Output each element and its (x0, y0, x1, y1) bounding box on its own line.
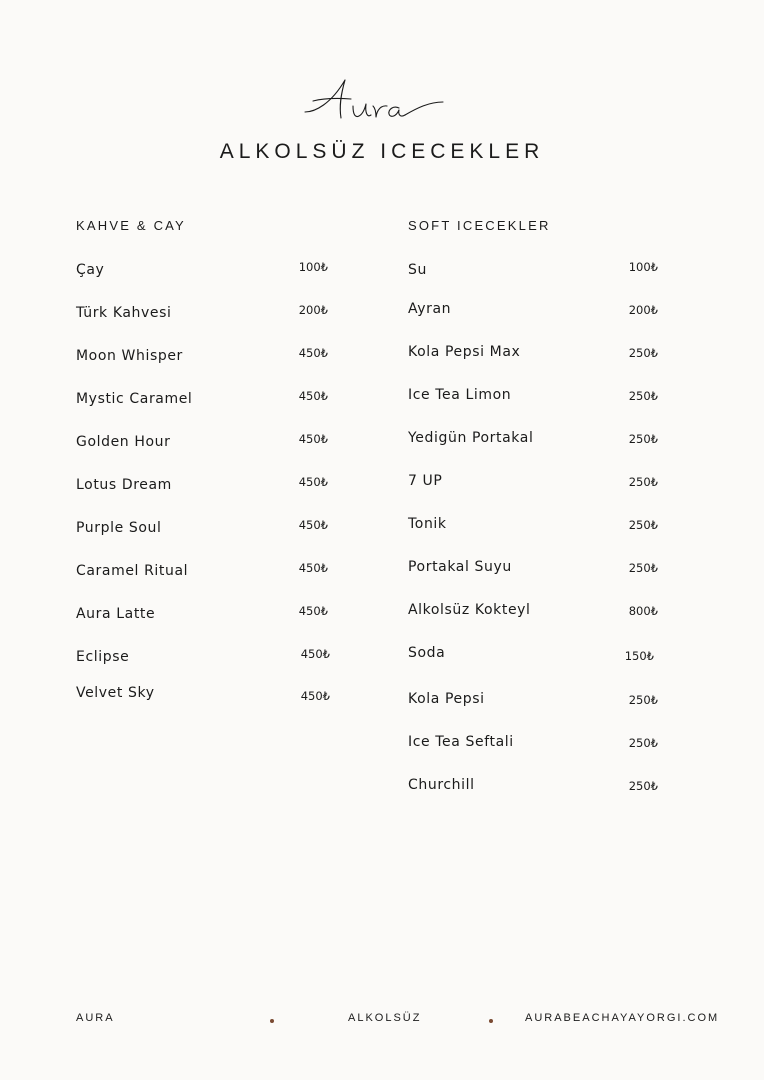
menu-item (408, 344, 662, 364)
menu-item (408, 430, 662, 450)
item-name: Golden Hour (76, 434, 171, 450)
menu-item (76, 606, 332, 626)
item-price: 150₺ (624, 649, 654, 663)
footer-brand: AURA (76, 1012, 115, 1024)
item-name: Soda (408, 645, 446, 661)
item-price: 450₺ (300, 647, 330, 661)
item-price: 250₺ (628, 693, 658, 707)
item-price: 100₺ (628, 260, 658, 274)
menu-item (76, 563, 332, 583)
menu-item (408, 262, 662, 282)
menu-item (76, 649, 332, 669)
item-price: 250₺ (628, 475, 658, 489)
footer-separator-dot (270, 1019, 274, 1023)
item-price: 450₺ (298, 518, 328, 532)
item-name: Eclipse (76, 649, 130, 665)
item-price: 250₺ (628, 432, 658, 446)
item-name: Aura Latte (76, 606, 156, 622)
item-name: Ice Tea Seftali (408, 734, 514, 750)
item-price: 200₺ (628, 303, 658, 317)
footer-section: ALKOLSÜZ (348, 1012, 422, 1024)
aura-script-logo (297, 53, 467, 138)
item-name: Kola Pepsi (408, 691, 485, 707)
item-price: 450₺ (298, 475, 328, 489)
logo-text: Aura (297, 53, 335, 72)
item-name: Tonik (408, 516, 447, 532)
item-price: 450₺ (298, 389, 328, 403)
menu-item (76, 477, 332, 497)
item-name: Moon Whisper (76, 348, 183, 364)
item-price: 250₺ (628, 779, 658, 793)
item-name: Velvet Sky (76, 685, 155, 701)
menu-item (76, 434, 332, 454)
item-name: Caramel Ritual (76, 563, 189, 579)
brand-logo (0, 53, 764, 138)
menu-item (408, 645, 662, 665)
menu-item (408, 516, 662, 536)
item-name: Mystic Caramel (76, 391, 193, 407)
item-name: Su (408, 262, 427, 278)
menu-item (76, 348, 332, 368)
item-name: Ice Tea Limon (408, 387, 512, 403)
item-name: Alkolsüz Kokteyl (408, 602, 531, 618)
item-price: 200₺ (298, 303, 328, 317)
menu-item (76, 262, 332, 282)
footer-website: AURABEACHAYAYORGI.COM (525, 1012, 720, 1024)
item-price: 250₺ (628, 736, 658, 750)
item-name: Ayran (408, 301, 452, 317)
item-name: Yedigün Portakal (408, 430, 534, 446)
menu-item (408, 734, 662, 754)
item-price: 450₺ (298, 604, 328, 618)
menu-item (408, 691, 662, 711)
item-price: 100₺ (298, 260, 328, 274)
item-price: 800₺ (628, 604, 658, 618)
page-title: ALKOLSÜZ ICECEKLER (219, 140, 545, 163)
item-name: 7 UP (408, 473, 443, 489)
item-name: Portakal Suyu (408, 559, 512, 575)
item-name: Kola Pepsi Max (408, 344, 521, 360)
item-price: 450₺ (298, 346, 328, 360)
item-price: 450₺ (298, 561, 328, 575)
menu-item (408, 777, 662, 797)
menu-item (408, 473, 662, 493)
item-price: 250₺ (628, 346, 658, 360)
item-price: 250₺ (628, 561, 658, 575)
item-price: 250₺ (628, 389, 658, 403)
menu-item (408, 387, 662, 407)
menu-item (408, 301, 662, 321)
item-price: 450₺ (298, 432, 328, 446)
menu-item (76, 520, 332, 540)
item-price: 450₺ (300, 689, 330, 703)
item-name: Çay (76, 262, 105, 278)
menu-item (76, 685, 332, 705)
item-name: Churchill (408, 777, 475, 793)
menu-item (408, 602, 662, 622)
item-name: Türk Kahvesi (76, 305, 172, 321)
menu-item (76, 305, 332, 325)
item-name: Lotus Dream (76, 477, 172, 493)
item-price: 250₺ (628, 518, 658, 532)
section-title-soft-icecekler: SOFT ICECEKLER (408, 218, 551, 233)
section-title-kahve-cay: KAHVE & CAY (76, 218, 186, 233)
item-name: Purple Soul (76, 520, 162, 536)
menu-item (408, 559, 662, 579)
menu-item (76, 391, 332, 411)
footer-separator-dot (489, 1019, 493, 1023)
